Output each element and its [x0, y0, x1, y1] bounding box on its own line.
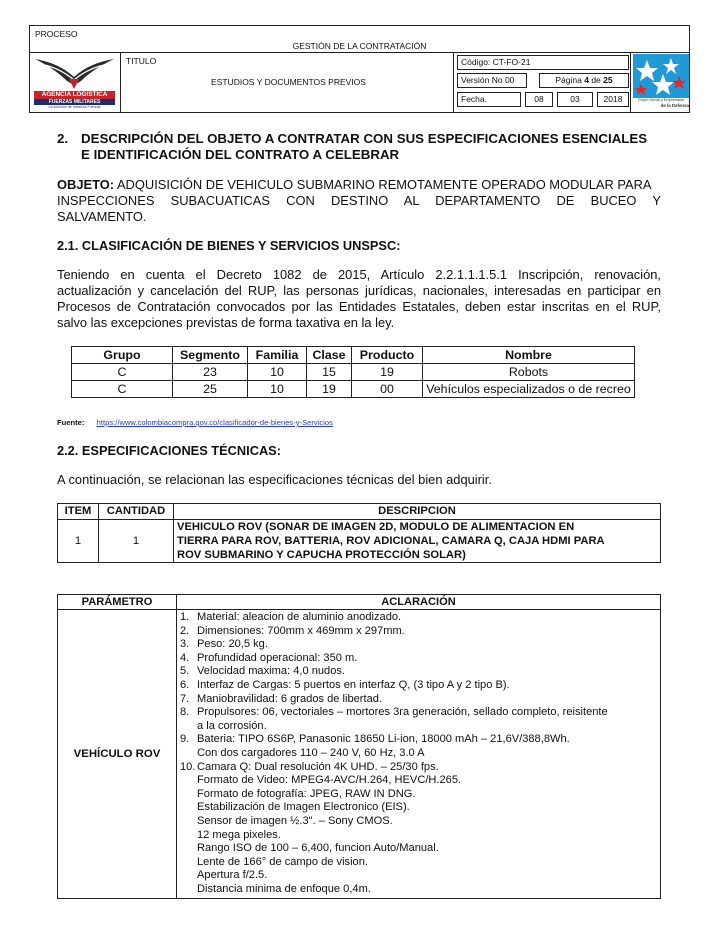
- agencia-logistica-logo: [31, 53, 118, 111]
- section21-heading: 2.1. CLASIFICACIÓN DE BIENES Y SERVICIOS UNSPSC:: [57, 238, 401, 253]
- header-divider: [120, 52, 121, 113]
- list-item: 5. Velocidad maxima: 4,0 nudos.: [180, 665, 346, 678]
- list-item-cont: Formato de Video: MPEG4-AVC/H.264, HEVC/H.265.: [197, 774, 462, 787]
- brand-line2: de la Defensa: [660, 103, 689, 108]
- col-header: Familia: [248, 347, 307, 364]
- list-item: 6. Interfaz de Cargas: 5 puertos en interfaz Q, (3 tipo A y 2 tipo B).: [180, 678, 510, 691]
- col-header: Nombre: [423, 347, 635, 364]
- date-row: [457, 91, 629, 108]
- table-cell: 19: [352, 364, 423, 381]
- version-row: [457, 72, 629, 89]
- list-item: 1. Material: aleacion de aluminio anodizado.: [180, 611, 402, 623]
- process-label: PROCESO: [35, 29, 78, 39]
- table-row: [72, 364, 635, 381]
- page-total: 25: [603, 75, 613, 85]
- list-item-cont: a la corrosión.: [197, 719, 267, 732]
- list-item: 8. Propulsores: 06, vectoriales – mortores 3ra generación, sellado completo, reisitente: [180, 706, 608, 719]
- list-item: 9. Bateria: TIPO 6S6P, Panasonic 18650 Li-ion, 18000 mAh – 21,6V/388,8Wh.: [180, 733, 570, 746]
- date-month: 03: [557, 92, 593, 107]
- table-cell: 10: [248, 381, 307, 398]
- page-number: 4: [584, 75, 589, 85]
- objeto-label: OBJETO:: [57, 177, 115, 192]
- logo-line1: AGENCIA LOGISTICA: [41, 91, 108, 98]
- item-number: 1: [58, 520, 99, 563]
- table-row: [58, 610, 661, 899]
- brand-line1: Grupo Social y Empresarial: [637, 98, 685, 102]
- list-item-cont: Apertura f/2.5.: [197, 869, 268, 882]
- logo-line2: FUERZAS MILITARES: [48, 99, 101, 105]
- section21-para-line: Procesos de Contratación convocados por las Entidades Estatales, deben estar inscritas en el RUP,: [57, 299, 661, 314]
- col-header: PARÁMETRO: [58, 595, 177, 610]
- col-header: Clase: [307, 347, 352, 364]
- table-header-row: [58, 504, 661, 520]
- section-number: 2.: [57, 131, 69, 146]
- objeto-text-1: ADQUISICIÓN DE VEHICULO SUBMARINO REMOTAMENTE OPERADO MODULAR PARA: [114, 177, 652, 192]
- section21-para-line: Teniendo en cuenta el Decreto 1082 de 2015, Artículo 2.2.1.1.1.5.1 Inscripción, renovación,: [57, 267, 661, 282]
- parameter-name: VEHÍCULO ROV: [58, 610, 177, 899]
- item-description: [174, 520, 661, 563]
- list-item: 3. Peso: 20,5 kg.: [180, 638, 268, 651]
- page-mid: de: [588, 75, 604, 85]
- objeto-line1: [57, 177, 661, 193]
- table-header-row: [58, 595, 661, 610]
- code-field: Código: CT-FO-21: [457, 55, 629, 70]
- source-label: Fuente:: [57, 418, 85, 427]
- list-item-cont: Distancia minima de enfoque 0,4m.: [197, 882, 371, 895]
- table-cell: 25: [173, 381, 248, 398]
- desc-line: ROV SUBMARINO Y CAPUCHA PROTECCIÓN SOLAR): [177, 549, 466, 561]
- header-divider: [630, 52, 631, 113]
- header-divider: [30, 52, 689, 53]
- table-header-row: [72, 347, 635, 364]
- process-value: GESTIÓN DE LA CONTRATACIÓN: [292, 41, 427, 51]
- logo-line3: La solución de nuestras Fuerzas: [48, 105, 101, 109]
- desc-line: VEHICULO ROV (SONAR DE IMAGEN 2D, MODULO DE ALIMENTACION EN: [177, 521, 575, 533]
- page-prefix: Página: [555, 75, 585, 85]
- list-item-cont: Estabilización de Imagen Electronico (EIS).: [197, 801, 410, 814]
- list-item: 7. Maniobravilidad: 6 grados de libertad.: [180, 692, 383, 705]
- item-quantity: 1: [99, 520, 174, 563]
- objeto-line2: INSPECCIONES SUBACUATICAS CON DESTINO AL DEPARTAMENTO DE BUCEO Y: [57, 193, 661, 208]
- parameter-table: [57, 594, 661, 899]
- list-item-cont: Sensor de imagen ½.3". – Sony CMOS.: [197, 814, 393, 827]
- table-cell: 10: [248, 364, 307, 381]
- list-item-cont: Formato de fotografía: JPEG, RAW IN DNG.: [197, 787, 416, 800]
- list-item-cont: 12 mega pixeles.: [197, 828, 281, 841]
- col-header: ACLARACIÓN: [177, 595, 661, 610]
- section-heading-line1: DESCRIPCIÓN DEL OBJETO A CONTRATAR CON SUS ESPECIFICACIONES ESENCIALES: [81, 131, 648, 146]
- list-item-cont: Lente de 166° de campo de vision.: [197, 855, 368, 868]
- col-header: DESCRIPCION: [174, 504, 661, 520]
- list-item: 10. Camara Q: Dual resolución 4K UHD. – 25/30 fps.: [180, 760, 439, 773]
- col-header: ITEM: [58, 504, 99, 520]
- table-cell: 00: [352, 381, 423, 398]
- version-field: Versión No 00: [457, 73, 527, 88]
- source-line: [57, 418, 333, 427]
- table-cell: C: [72, 364, 173, 381]
- grupo-social-logo: [633, 54, 689, 111]
- table-cell: C: [72, 381, 173, 398]
- date-label: Fecha.: [457, 92, 521, 107]
- list-item: 4. Profundidad operacional: 350 m.: [180, 651, 358, 664]
- desc-line: TIERRA PARA ROV, BATTERIA, ROV ADICIONAL, CAMARA Q, CAJA HDMI PARA: [177, 535, 605, 547]
- table-cell: Robots: [423, 364, 635, 381]
- title-label: TITULO: [126, 56, 157, 66]
- section22-intro: A continuación, se relacionan las especificaciones técnicas del bien adquirir.: [57, 472, 492, 487]
- table-row: [58, 520, 661, 563]
- page-field: [539, 73, 629, 88]
- list-item-cont: Con dos cargadores 110 – 240 V, 60 Hz, 3.0 A: [197, 746, 425, 759]
- col-header: CANTIDAD: [99, 504, 174, 520]
- parameter-details: [177, 610, 661, 899]
- code-row: [457, 54, 629, 71]
- objeto-line3: SALVAMENTO.: [57, 209, 147, 224]
- document-header: [29, 25, 690, 113]
- list-item-cont: Rango ISO de 100 – 6,400, funcion Auto/Manual.: [197, 842, 439, 855]
- table-cell: Vehículos especializados o de recreo: [423, 381, 635, 398]
- spec-list: [180, 611, 657, 896]
- stars-emblem-icon: [633, 54, 689, 98]
- header-divider: [453, 52, 454, 113]
- table-cell: 15: [307, 364, 352, 381]
- table-cell: 19: [307, 381, 352, 398]
- title-value: ESTUDIOS Y DOCUMENTOS PREVIOS: [211, 77, 366, 87]
- col-header: Grupo: [72, 347, 173, 364]
- date-day: 08: [525, 92, 553, 107]
- col-header: Segmento: [173, 347, 248, 364]
- table-cell: 23: [173, 364, 248, 381]
- section22-heading: 2.2. ESPECIFICACIONES TÉCNICAS:: [57, 443, 281, 458]
- col-header: Producto: [352, 347, 423, 364]
- date-year: 2018: [597, 92, 629, 107]
- section21-para-line: actualización y cancelación del RUP, las personas jurídicas, nacionales, interesadas en participar en: [57, 283, 661, 298]
- section21-para-line: salvo las excepciones previstas de forma taxativa en la ley.: [57, 315, 395, 330]
- section-heading-line2: E IDENTIFICACIÓN DEL CONTRATO A CELEBRAR: [81, 147, 400, 162]
- list-item: 2. Dimensiones: 700mm x 469mm x 297mm.: [180, 624, 405, 637]
- source-link[interactable]: https://www.colombiacompra.gov.co/clasificador-de-bienes-y-Servicios: [96, 418, 333, 427]
- unspsc-table: [71, 346, 635, 398]
- item-table: [57, 503, 661, 563]
- table-row: [72, 381, 635, 398]
